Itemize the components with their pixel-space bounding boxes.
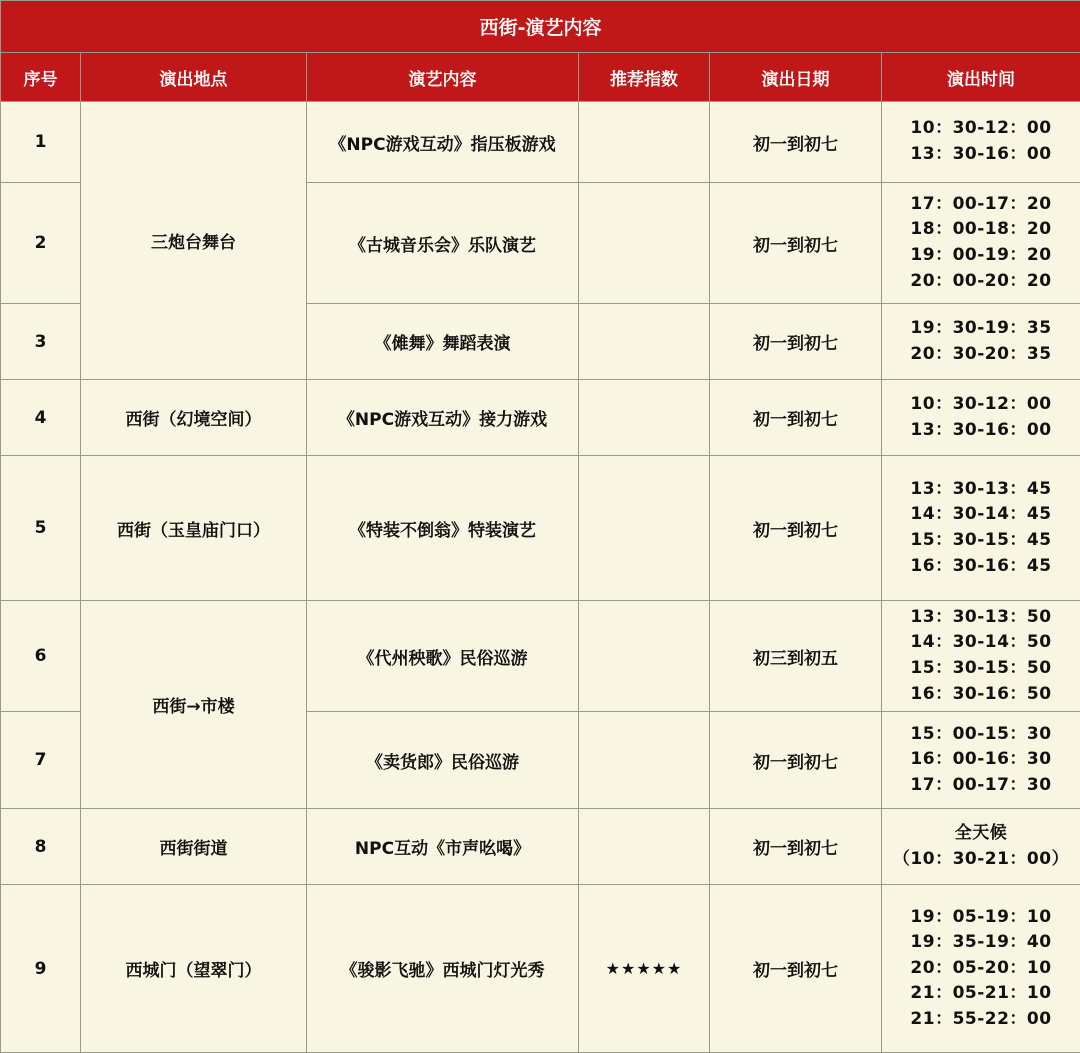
dates-cell: 初三到初五 xyxy=(710,601,882,712)
header-content: 演艺内容 xyxy=(307,53,579,102)
times-cell xyxy=(882,102,1080,183)
row-number: 4 xyxy=(1,380,81,456)
row-number: 1 xyxy=(1,102,81,183)
time-slot: 19：05-19：10 xyxy=(886,905,1076,931)
content-cell: 《NPC游戏互动》指压板游戏 xyxy=(307,102,579,183)
venue-cell: 西街街道 xyxy=(81,809,307,885)
row-number: 2 xyxy=(1,183,81,304)
times-cell xyxy=(882,456,1080,601)
content-cell: NPC互动《市声吆喝》 xyxy=(307,809,579,885)
header-dates: 演出日期 xyxy=(710,53,882,102)
content-cell: 《骏影飞驰》西城门灯光秀 xyxy=(307,885,579,1053)
time-slot: 14：30-14：50 xyxy=(886,630,1076,656)
time-slot: 13：30-16：00 xyxy=(886,418,1076,444)
times-cell xyxy=(882,601,1080,712)
time-slot: 16：00-16：30 xyxy=(886,747,1076,773)
rating-cell xyxy=(579,380,710,456)
rating-cell xyxy=(579,601,710,712)
time-slot: 13：30-13：45 xyxy=(886,477,1076,503)
times-cell xyxy=(882,712,1080,809)
table-row xyxy=(1,601,1080,712)
row-number: 6 xyxy=(1,601,81,712)
times-cell xyxy=(882,304,1080,380)
time-slot: 18：00-18：20 xyxy=(886,217,1076,243)
table-row xyxy=(1,885,1080,1053)
rating-cell xyxy=(579,183,710,304)
dates-cell: 初一到初七 xyxy=(710,712,882,809)
venue-cell: 西街（幻境空间） xyxy=(81,380,307,456)
row-number: 3 xyxy=(1,304,81,380)
time-slot: 20：05-20：10 xyxy=(886,956,1076,982)
time-slot: 19：30-19：35 xyxy=(886,316,1076,342)
content-cell: 《NPC游戏互动》接力游戏 xyxy=(307,380,579,456)
content-cell: 《卖货郎》民俗巡游 xyxy=(307,712,579,809)
content-cell: 《古城音乐会》乐队演艺 xyxy=(307,183,579,304)
time-slot: 15：30-15：45 xyxy=(886,528,1076,554)
times-cell xyxy=(882,885,1080,1053)
content-cell: 《特装不倒翁》特装演艺 xyxy=(307,456,579,601)
time-slot: 14：30-14：45 xyxy=(886,502,1076,528)
title-row xyxy=(1,1,1080,53)
times-cell xyxy=(882,183,1080,304)
time-slot: 10：30-12：00 xyxy=(886,392,1076,418)
venue-cell: 三炮台舞台 xyxy=(81,102,307,380)
dates-cell: 初一到初七 xyxy=(710,183,882,304)
time-slot: 16：30-16：45 xyxy=(886,554,1076,580)
row-number: 5 xyxy=(1,456,81,601)
rating-cell xyxy=(579,304,710,380)
time-slot: 10：30-12：00 xyxy=(886,116,1076,142)
header-venue: 演出地点 xyxy=(81,53,307,102)
table-row xyxy=(1,456,1080,601)
row-number: 7 xyxy=(1,712,81,809)
dates-cell: 初一到初七 xyxy=(710,380,882,456)
rating-cell xyxy=(579,456,710,601)
dates-cell: 初一到初七 xyxy=(710,809,882,885)
venue-cell: 西街→市楼 xyxy=(81,601,307,809)
times-cell xyxy=(882,380,1080,456)
time-slot: 21：55-22：00 xyxy=(886,1007,1076,1033)
header-row xyxy=(1,53,1080,102)
time-slot: 16：30-16：50 xyxy=(886,682,1076,708)
venue-cell: 西街（玉皇庙门口） xyxy=(81,456,307,601)
time-slot: 13：30-16：00 xyxy=(886,142,1076,168)
time-slot: 13：30-13：50 xyxy=(886,605,1076,631)
content-cell: 《傩舞》舞蹈表演 xyxy=(307,304,579,380)
time-slot: 20：00-20：20 xyxy=(886,269,1076,295)
rating-cell xyxy=(579,809,710,885)
row-number: 9 xyxy=(1,885,81,1053)
rating-cell xyxy=(579,712,710,809)
dates-cell: 初一到初七 xyxy=(710,885,882,1053)
time-slot: 17：00-17：30 xyxy=(886,773,1076,799)
table-row xyxy=(1,809,1080,885)
time-slot: 19：35-19：40 xyxy=(886,930,1076,956)
dates-cell: 初一到初七 xyxy=(710,304,882,380)
header-rating: 推荐指数 xyxy=(579,53,710,102)
table-title: 西街-演艺内容 xyxy=(1,1,1080,53)
times-cell xyxy=(882,809,1080,885)
content-cell: 《代州秧歌》民俗巡游 xyxy=(307,601,579,712)
time-slot: （10：30-21：00） xyxy=(886,847,1076,873)
rating-cell xyxy=(579,885,710,1053)
dates-cell: 初一到初七 xyxy=(710,456,882,601)
time-slot: 全天候 xyxy=(886,821,1076,847)
table-row xyxy=(1,380,1080,456)
time-slot: 17：00-17：20 xyxy=(886,192,1076,218)
dates-cell: 初一到初七 xyxy=(710,102,882,183)
star-rating: ★★★★★ xyxy=(606,959,683,978)
time-slot: 21：05-21：10 xyxy=(886,981,1076,1007)
time-slot: 19：00-19：20 xyxy=(886,243,1076,269)
rating-cell xyxy=(579,102,710,183)
venue-cell: 西城门（望翠门） xyxy=(81,885,307,1053)
time-slot: 20：30-20：35 xyxy=(886,342,1076,368)
table-row xyxy=(1,102,1080,183)
time-slot: 15：30-15：50 xyxy=(886,656,1076,682)
header-times: 演出时间 xyxy=(882,53,1080,102)
row-number: 8 xyxy=(1,809,81,885)
header-number: 序号 xyxy=(1,53,81,102)
time-slot: 15：00-15：30 xyxy=(886,722,1076,748)
